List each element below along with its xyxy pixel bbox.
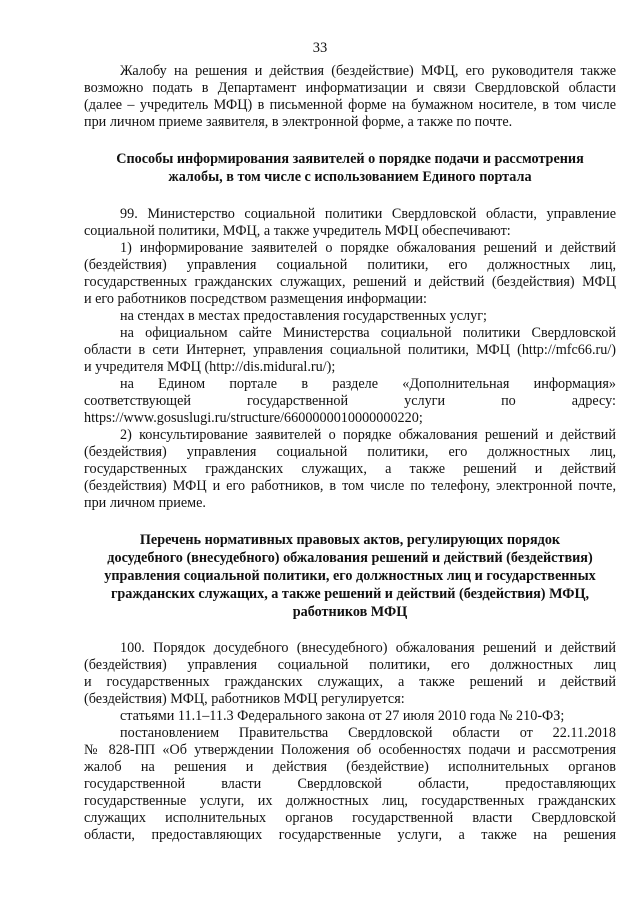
text-line: и его работников посредством размещения информации: (84, 291, 427, 307)
heading-line: Способы информирования заявителей о порядке подачи и рассмотрения (116, 151, 584, 167)
text-line: служащих исполнительных органов государственной власти Свердловской (84, 810, 616, 826)
text-line: области, предоставляющих государственные услуги, а также на решения (84, 827, 616, 843)
text-line: области в сети Интернет, управления социальной политики, МФЦ (http://mfc66.ru/) (84, 342, 616, 358)
heading-line: досудебного (внесудебного) обжалования решений и действий (бездействия) (107, 550, 593, 566)
text-line: (бездействия) управления социальной политики, его должностных лиц, (84, 444, 616, 460)
text-line: (бездействия) МФЦ и его работников, в том числе по телефону, электронной почте, (84, 478, 616, 494)
text-line: при личном приеме заявителя, в электронной форме, а также по почте. (84, 114, 513, 130)
heading-line: управления социальной политики, его должностных лиц и государственных (104, 568, 596, 584)
text-line: https://www.gosuslugi.ru/structure/6600000010000000220; (84, 410, 423, 426)
text-line: государственной власти Свердловской области, предоставляющих (84, 776, 616, 792)
text-line: (бездействия) управления социальной политики, его должностных лиц (84, 657, 616, 673)
heading-line: жалобы, в том числе с использованием Единого портала (168, 169, 532, 185)
text-line: (бездействия) управления социальной политики, его должностных лиц, (84, 257, 616, 273)
text-line: № 828-ПП «Об утверждении Положения об особенностях подачи и рассмотрения (84, 742, 616, 758)
text-line: возможно подать в Департамент информатизации и связи Свердловской области (84, 80, 616, 96)
text-line: соответствующей государственной услуги по адресу: (84, 393, 616, 409)
text-line: 1) информирование заявителей о порядке обжалования решений и действий (120, 240, 616, 256)
text-line: на официальном сайте Министерства социальной политики Свердловской (120, 325, 616, 341)
text-line: и государственных гражданских служащих, а также решений и действий (84, 674, 616, 690)
text-line: Жалобу на решения и действия (бездействие) МФЦ, его руководителя также (120, 63, 616, 79)
text-line: жалоб на решения и действия (бездействие) исполнительных органов (84, 759, 616, 775)
text-line: статьями 11.1–11.3 Федерального закона от 27 июля 2010 года № 210-ФЗ; (120, 708, 565, 724)
text-line: и учредителя МФЦ (http://dis.midural.ru/); (84, 359, 336, 375)
heading-line: Перечень нормативных правовых актов, регулирующих порядок (139, 532, 561, 548)
page-number: 33 (312, 40, 328, 56)
heading-line: работников МФЦ (292, 604, 408, 620)
text-line: при личном приеме. (84, 495, 206, 511)
text-line: на Едином портале в разделе «Дополнительная информация» (120, 376, 616, 392)
text-line: 2) консультирование заявителей о порядке обжалования решений и действий (120, 427, 616, 443)
text-line: государственных гражданских служащих, решений и действий (бездействия) МФЦ (84, 274, 616, 290)
text-line: государственных гражданских служащих, а также решений и действий (84, 461, 616, 477)
text-line: 100. Порядок досудебного (внесудебного) обжалования решений и действий (120, 640, 616, 656)
text-line: на стендах в местах предоставления государственных услуг; (120, 308, 487, 324)
text-line: государственные услуги, их должностных лиц, государственных гражданских (84, 793, 616, 809)
text-line: социальной политики, МФЦ, а также учредитель МФЦ обеспечивают: (84, 223, 511, 239)
text-line: 99. Министерство социальной политики Свердловской области, управление (120, 206, 616, 222)
text-line: (бездействия) МФЦ, работников МФЦ регулируется: (84, 691, 405, 707)
text-line: постановлением Правительства Свердловской области от 22.11.2018 (120, 725, 616, 741)
heading-line: гражданских служащих, а также решений и действий (бездействия) МФЦ, (110, 586, 590, 602)
text-line: (далее – учредитель МФЦ) в письменной форме на бумажном носителе, в том числе (84, 97, 616, 113)
